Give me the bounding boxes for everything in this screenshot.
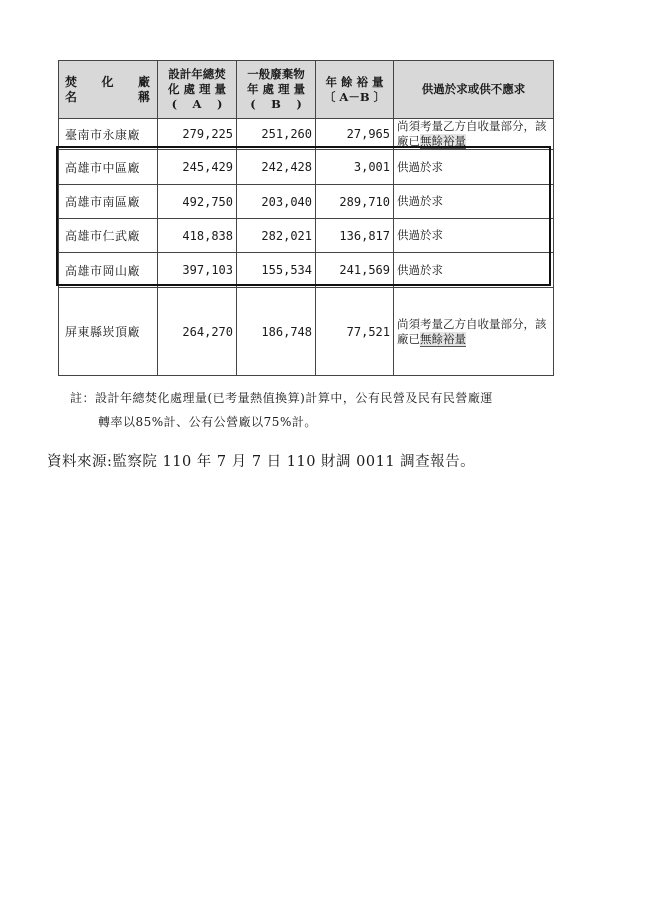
general-waste-value: 155,534 — [237, 253, 316, 288]
header-supply-demand: 供過於求或供不應求 — [394, 61, 554, 119]
design-capacity-value: 245,429 — [158, 150, 237, 185]
plant-name: 高雄市岡山廠 — [59, 253, 158, 288]
table-footnote: 註：設計年總焚化處理量(已考量熱值換算)計算中，公有民營及民有民營廠運 轉率以85%計、公有公營廠以75%計。 — [70, 391, 493, 429]
supply-status: 尚須考量乙方自收量部分，該廠已無餘裕量 — [394, 119, 554, 150]
highlighted-phrase: 無餘裕量 — [420, 331, 466, 346]
table-row — [59, 185, 554, 219]
surplus-value: 241,569 — [316, 253, 394, 288]
design-capacity-value: 492,750 — [158, 185, 237, 219]
table-row — [59, 288, 554, 376]
design-capacity-value: 279,225 — [158, 119, 237, 150]
surplus-value: 289,710 — [316, 185, 394, 219]
plant-name: 臺南市永康廠 — [59, 119, 158, 150]
supply-status: 供過於求 — [394, 150, 554, 185]
header-design-capacity: 設計年總焚 化 處 理 量 ( A ) — [158, 61, 237, 119]
surplus-value: 77,521 — [316, 288, 394, 376]
general-waste-value: 282,021 — [237, 219, 316, 253]
header-general-waste: 一般廢棄物 年 處 理 量 ( B ) — [237, 61, 316, 119]
supply-status: 供過於求 — [394, 253, 554, 288]
supply-status: 尚須考量乙方自收量部分，該廠已無餘裕量 — [394, 288, 554, 376]
table-row — [59, 150, 554, 185]
general-waste-value: 251,260 — [237, 119, 316, 150]
general-waste-value: 203,040 — [237, 185, 316, 219]
surplus-value: 27,965 — [316, 119, 394, 150]
design-capacity-value: 397,103 — [158, 253, 237, 288]
surplus-value: 3,001 — [316, 150, 394, 185]
incinerator-capacity-table — [58, 60, 554, 376]
design-capacity-value: 264,270 — [158, 288, 237, 376]
highlighted-phrase: 無餘裕量 — [420, 134, 466, 148]
table-row — [59, 119, 554, 150]
plant-name: 高雄市仁武廠 — [59, 219, 158, 253]
header-plant-name: 焚 化 廠 名 稱 — [59, 61, 158, 119]
general-waste-value: 186,748 — [237, 288, 316, 376]
table-row — [59, 253, 554, 288]
design-capacity-value: 418,838 — [158, 219, 237, 253]
table-row — [59, 219, 554, 253]
table-header-row — [59, 61, 554, 119]
header-surplus: 年 餘 裕 量 〔 A－B 〕 — [316, 61, 394, 119]
plant-name: 高雄市中區廠 — [59, 150, 158, 185]
supply-status: 供過於求 — [394, 185, 554, 219]
supply-status: 供過於求 — [394, 219, 554, 253]
general-waste-value: 242,428 — [237, 150, 316, 185]
surplus-value: 136,817 — [316, 219, 394, 253]
plant-name: 屏東縣崁頂廠 — [59, 288, 158, 376]
plant-name: 高雄市南區廠 — [59, 185, 158, 219]
data-source-line: 資料來源:監察院 110 年 7 月 7 日 110 財調 0011 調查報告。 — [47, 454, 476, 470]
